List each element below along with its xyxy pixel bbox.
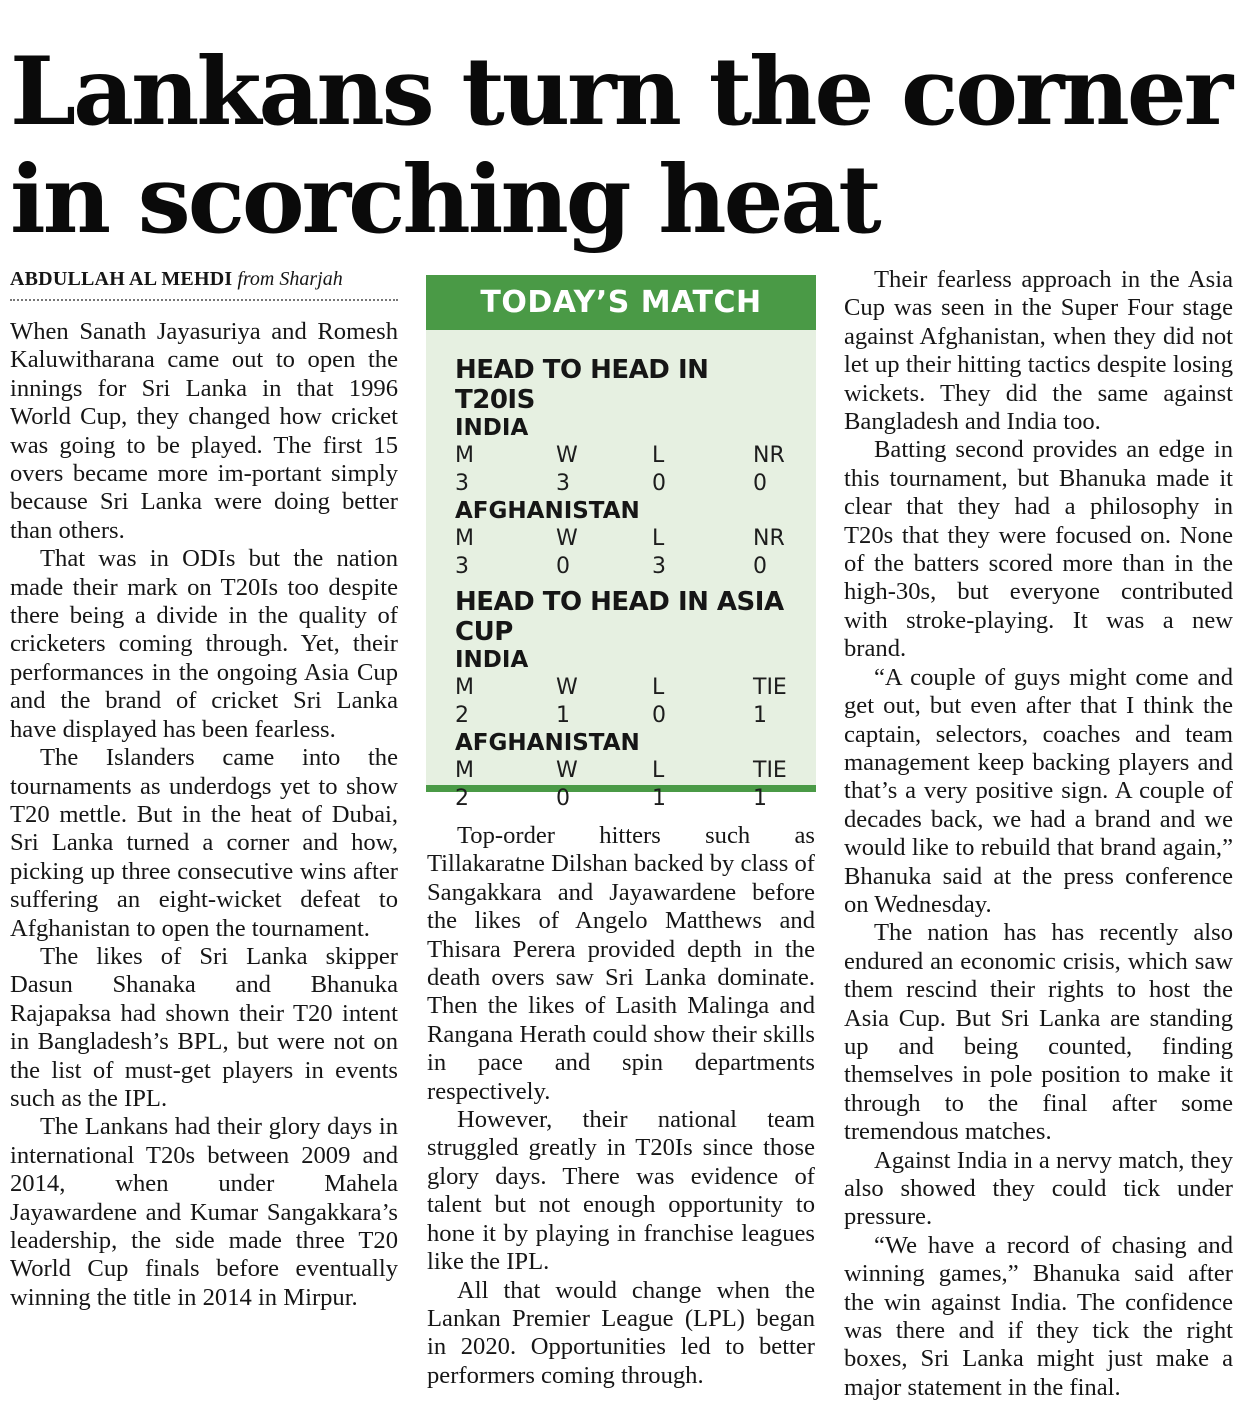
stats-value-row xyxy=(455,470,790,498)
stat-header: TIE xyxy=(753,758,787,783)
byline-location: from Sharjah xyxy=(237,268,343,290)
stat-header: TIE xyxy=(753,675,787,700)
stats-value-row xyxy=(455,702,790,730)
stat-header: L xyxy=(652,675,665,700)
stat-header: W xyxy=(556,526,578,551)
stat-value: 0 xyxy=(556,786,570,811)
stat-value: 1 xyxy=(556,703,570,728)
article-column-3 xyxy=(844,266,1233,1402)
paragraph: When Sanath Jayasuriya and Romesh Kaluwitharana came out to open the innings for Sri Lanka in that 1996 World Cup, they changed how cricket was going to be played. The first 15 overs became more im-portant simply because Sri Lanka were doing better than others. xyxy=(10,318,398,544)
stat-value: 1 xyxy=(753,703,767,728)
stat-value: 1 xyxy=(652,786,666,811)
stats-header-row xyxy=(455,674,790,702)
team-name: AFGHANISTAN xyxy=(455,730,640,756)
stats-header-row xyxy=(455,525,790,553)
stat-value: 0 xyxy=(556,554,570,579)
stat-value: 2 xyxy=(455,703,469,728)
stat-header: L xyxy=(652,526,665,551)
paragraph: That was in ODIs but the nation made their mark on T20Is too despite there being a divide in the quality of cricketers coming through. Yet, their performances in the ongoing Asia Cup and the brand of cricket Sri Lanka have displayed has been fearless. xyxy=(10,545,398,743)
paragraph: The nation has has recently also endured an economic crisis, which saw them rescind their rights to host the Asia Cup. But Sri Lanka are standing up and being counted, finding themselves in pole position to make it through to the final after some tremendous matches. xyxy=(844,919,1233,1146)
stat-header: W xyxy=(556,758,578,783)
todays-match-box xyxy=(426,275,816,811)
paragraph: Top-order hitters such as Tillakaratne Dilshan backed by class of Sangakkara and Jayawardene before the likes of Angelo Matthews and Thisara Perera provided depth in the death overs saw Sri Lanka dominate. Then the likes of Lasith Malinga and Rangana Herath could show their skills in pace and spin departments respectively. xyxy=(427,822,815,1105)
stat-header: W xyxy=(556,675,578,700)
team-name: INDIA xyxy=(455,415,529,441)
section-title: HEAD TO HEAD IN T20IS xyxy=(455,355,709,415)
stat-header: L xyxy=(652,443,665,468)
paragraph: “We have a record of chasing and winning games,” Bhanuka said after the win against India. The confidence was there and if they tick the right boxes, Sri Lanka might just make a major statement in the final. xyxy=(844,1231,1233,1401)
stat-value: 3 xyxy=(652,554,666,579)
paragraph: All that would change when the Lankan Premier League (LPL) began in 2020. Opportunities led to better performers coming through. xyxy=(427,1276,815,1389)
paragraph: Their fearless approach in the Asia Cup was seen in the Super Four stage against Afghanistan, when they did not let up their hitting tactics despite losing wickets. They did the same against Bangladesh and India too. xyxy=(844,266,1233,436)
stat-header: M xyxy=(455,526,474,551)
article-column-1 xyxy=(10,318,398,1312)
article-column-2 xyxy=(427,822,815,1390)
byline-author: ABDULLAH AL MEHDI xyxy=(10,268,233,290)
byline xyxy=(10,265,398,301)
head-to-head-stats xyxy=(455,355,790,813)
team-name: AFGHANISTAN xyxy=(455,498,640,524)
paragraph: However, their national team struggled greatly in T20Is since those glory days. There was evidence of talent but not enough opportunity to hone it by playing in franchise leagues like the IPL. xyxy=(427,1106,815,1276)
section-title: HEAD TO HEAD IN ASIA CUP xyxy=(455,587,784,647)
team-name: INDIA xyxy=(455,647,529,673)
stats-value-row xyxy=(455,785,790,813)
paragraph: “A couple of guys might come and get out, but even after that I think the captain, selectors, coaches and team management keep backing players and that’s a very positive sign. A couple of decades back, we had a brand and we would like to rebuild that brand again,” Bhanuka said at the press conference on Wednesday. xyxy=(844,663,1233,918)
stat-header: W xyxy=(556,443,578,468)
paragraph: The Lankans had their glory days in international T20s between 2009 and 2014, when under Mahela Jayawardene and Kumar Sangakkara’s leadership, the side made three T20 World Cup finals before eventually winning the title in 2014 in Mirpur. xyxy=(10,1113,398,1311)
headline: Lankans turn the corner in scorching heat xyxy=(10,37,1231,255)
stat-value: 0 xyxy=(652,703,666,728)
paragraph: The Islanders came into the tournaments as underdogs yet to show T20 mettle. But in the heat of Dubai, Sri Lanka turned a corner and how, picking up three consecutive wins after suffering an eight-wicket defeat to Afghanistan to open the tournament. xyxy=(10,744,398,942)
stat-header: NR xyxy=(753,526,785,551)
paragraph: Against India in a nervy match, they also showed they could tick under pressure. xyxy=(844,1146,1233,1231)
stats-value-row xyxy=(455,553,790,581)
stat-header: NR xyxy=(753,443,785,468)
stat-value: 3 xyxy=(455,471,469,496)
stats-header-row xyxy=(455,757,790,785)
stat-header: L xyxy=(652,758,665,783)
paragraph: Batting second provides an edge in this tournament, but Bhanuka made it clear that they had a philosophy in T20s that they were focused on. None of the batters scored more than in the high-30s, but everyone contributed with stroke-playing. It was a new brand. xyxy=(844,436,1233,663)
stat-header: M xyxy=(455,443,474,468)
stat-header: M xyxy=(455,675,474,700)
paragraph: The likes of Sri Lanka skipper Dasun Shanaka and Bhanuka Rajapaksa had shown their T20 intent in Bangladesh’s BPL, but were not on the list of must-get players in events such as the IPL. xyxy=(10,942,398,1112)
stat-value: 3 xyxy=(556,471,570,496)
stats-header-row xyxy=(455,442,790,470)
stat-value: 1 xyxy=(753,786,767,811)
stat-value: 2 xyxy=(455,786,469,811)
stat-value: 3 xyxy=(455,554,469,579)
stat-value: 0 xyxy=(753,471,767,496)
stat-value: 0 xyxy=(753,554,767,579)
stat-header: M xyxy=(455,758,474,783)
box-title: TODAY’S MATCH xyxy=(426,275,816,330)
stat-value: 0 xyxy=(652,471,666,496)
